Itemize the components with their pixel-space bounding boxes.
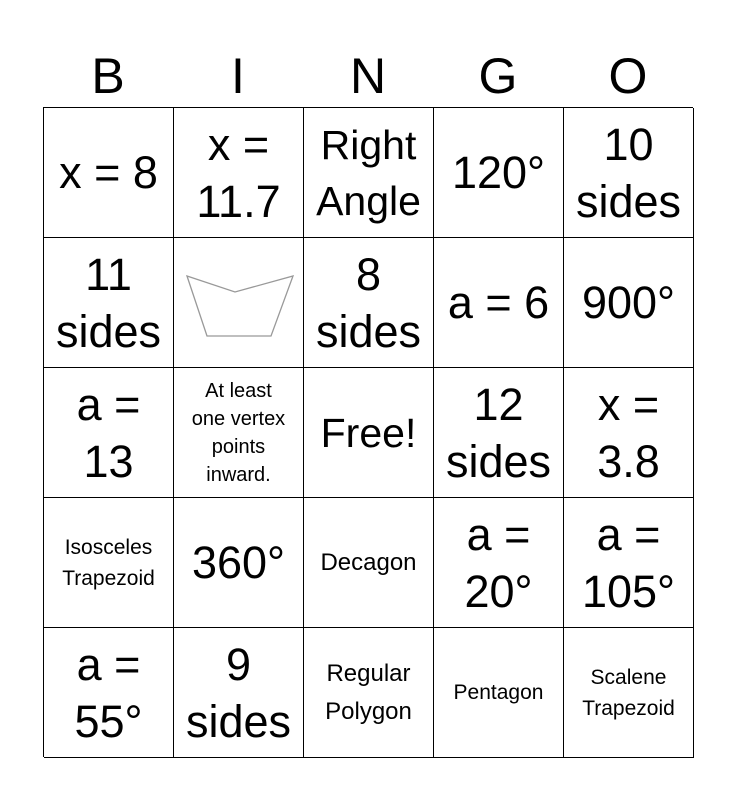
cell-text: Pentagon — [453, 681, 544, 704]
bingo-cell-r2c1[interactable] — [44, 238, 174, 368]
header-letter-g: G — [478, 48, 518, 104]
cell-text: Regular Polygon — [325, 659, 412, 725]
bingo-cell-r2c2[interactable] — [174, 238, 304, 368]
bingo-cell-r1c4[interactable] — [434, 108, 564, 238]
bingo-cell-r2c4[interactable] — [434, 238, 564, 368]
cell-text: 8 sides — [315, 248, 422, 357]
cell-text: 10 sides — [575, 118, 682, 227]
bingo-cell-r5c5[interactable] — [564, 628, 694, 758]
cell-text: Right Angle — [316, 121, 421, 224]
cell-text: a = 20° — [464, 508, 533, 617]
bingo-cell-r4c2[interactable] — [174, 498, 304, 628]
cell-text: x = 3.8 — [597, 378, 660, 487]
bingo-cell-r2c3[interactable] — [304, 238, 434, 368]
bingo-cell-r3c2[interactable] — [174, 368, 304, 498]
header-letter-i: I — [231, 48, 245, 104]
header-letter-b: B — [91, 48, 125, 104]
bingo-cell-r1c1[interactable] — [44, 108, 174, 238]
bingo-cell-r3c1[interactable] — [44, 368, 174, 498]
cell-text: At least one vertex points inward. — [191, 379, 286, 486]
cell-text free-space: Free! — [320, 409, 417, 456]
bingo-cell-r3c3[interactable] — [304, 368, 434, 498]
cell-text: a = 6 — [447, 277, 550, 328]
cell-text: Decagon — [320, 548, 417, 576]
bingo-cell-r1c5[interactable] — [564, 108, 694, 238]
cell-text: x = 8 — [59, 147, 158, 198]
bingo-cell-r5c1[interactable] — [44, 628, 174, 758]
bingo-cell-r4c5[interactable] — [564, 498, 694, 628]
cell-text: 11 sides — [55, 248, 162, 357]
header-letter-n: N — [349, 48, 387, 104]
bingo-cell-r3c5[interactable] — [564, 368, 694, 498]
cell-text: 900° — [581, 277, 676, 328]
bingo-cell-r2c5[interactable] — [564, 238, 694, 368]
bingo-cell-r5c2[interactable] — [174, 628, 304, 758]
bingo-cell-r3c4[interactable] — [434, 368, 564, 498]
bingo-cell-r5c4[interactable] — [434, 628, 564, 758]
bingo-header — [43, 44, 693, 108]
bingo-cell-r1c3[interactable] — [304, 108, 434, 238]
cell-text: Scalene Trapezoid — [582, 665, 675, 720]
bingo-cell-r1c2[interactable] — [174, 108, 304, 238]
bingo-board — [43, 107, 693, 757]
bingo-cell-r4c3[interactable] — [304, 498, 434, 628]
cell-text: 12 sides — [445, 378, 552, 487]
cell-text: 9 sides — [185, 638, 292, 747]
header-letter-o: O — [608, 48, 648, 104]
cell-text: a = 55° — [74, 638, 143, 747]
cell-text: 120° — [451, 147, 546, 198]
cell-text: a = 13 — [76, 378, 141, 487]
cell-text: 360° — [191, 537, 286, 588]
cell-text: Isosceles Trapezoid — [62, 535, 155, 590]
bingo-cell-r5c3[interactable] — [304, 628, 434, 758]
bingo-cell-r4c4[interactable] — [434, 498, 564, 628]
cell-text: a = 105° — [581, 508, 676, 617]
concave-polygon-icon — [183, 268, 295, 338]
bingo-cell-r4c1[interactable] — [44, 498, 174, 628]
cell-text: x = 11.7 — [196, 118, 281, 227]
